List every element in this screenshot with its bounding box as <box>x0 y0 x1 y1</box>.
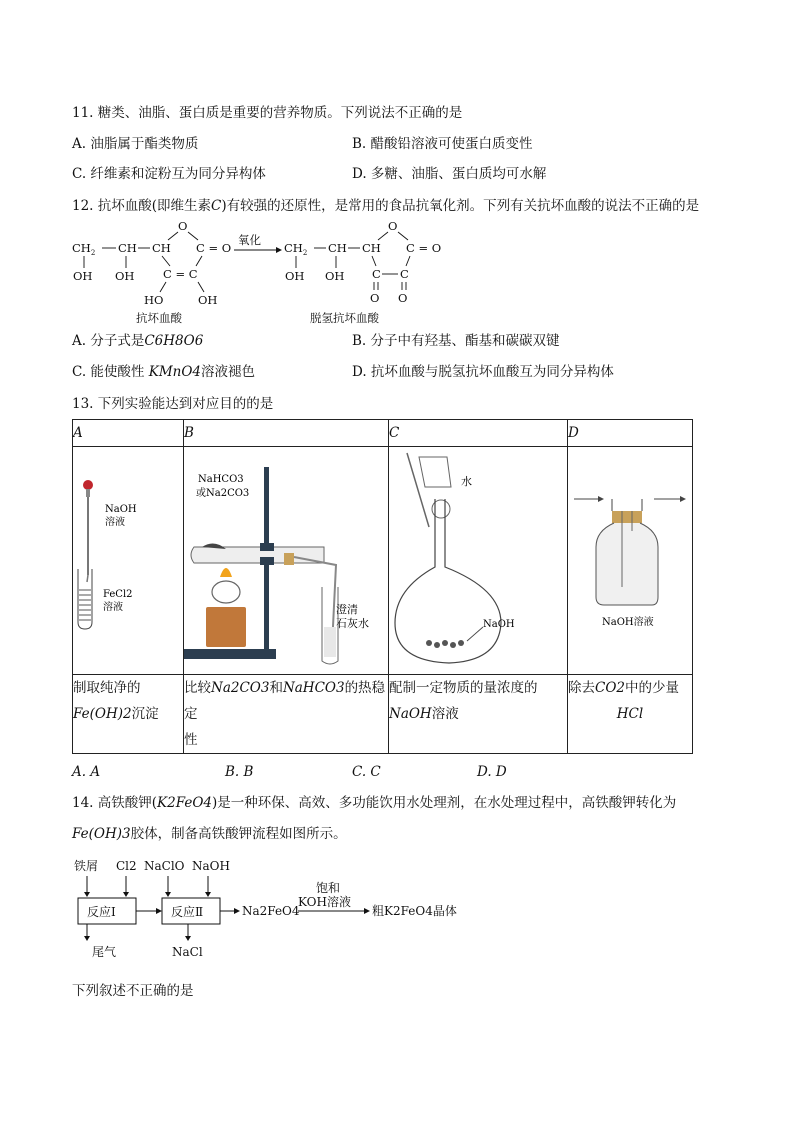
q13-caption-a: 制取纯净的 Fe(OH)2沉淀 <box>73 675 184 754</box>
q13-header-b: B <box>184 420 389 447</box>
svg-text:粗K2FeO4晶体: 粗K2FeO4晶体 <box>372 904 457 918</box>
svg-text:O: O <box>178 219 188 233</box>
q14-stem-line1: 14. 高铁酸钾(K2FeO4)是一种环保、高效、多功能饮用水处理剂，在水处理过程中，高铁酸钾转化为 <box>72 795 677 811</box>
q12-option-c[interactable]: C. 能使酸性 KMnO4溶液褪色 <box>72 364 255 380</box>
svg-text:氧化: 氧化 <box>238 233 261 247</box>
svg-text:Cl2: Cl2 <box>116 859 137 873</box>
q11-option-b[interactable]: B. 醋酸铅溶液可使蛋白质变性 <box>352 136 533 152</box>
svg-text:NaHCO3: NaHCO3 <box>198 474 244 485</box>
svg-text:CH: CH <box>118 241 137 255</box>
svg-text:CH: CH <box>152 241 171 255</box>
q13-caption-c: 配制一定物质的量浓度的 NaOH溶液 <box>389 675 568 754</box>
svg-text:抗坏血酸: 抗坏血酸 <box>136 311 182 325</box>
svg-text:O: O <box>398 291 408 305</box>
q11-option-a[interactable]: A. 油脂属于酯类物质 <box>72 136 199 152</box>
q13-option-c[interactable]: C. C <box>352 764 381 780</box>
q11-stem: 11. 糖类、油脂、蛋白质是重要的营养物质。下列说法不正确的是 <box>72 105 463 121</box>
svg-text:Na2FeO4: Na2FeO4 <box>242 904 300 918</box>
q13-header-d: D <box>568 420 693 447</box>
svg-text:或Na2CO3: 或Na2CO3 <box>196 488 250 499</box>
svg-text:C = C: C = C <box>163 267 198 281</box>
svg-text:O: O <box>370 291 380 305</box>
svg-text:C: C <box>372 267 381 281</box>
svg-text:NaOH: NaOH <box>483 619 515 630</box>
svg-text:KOH溶液: KOH溶液 <box>298 895 351 909</box>
svg-text:C = O: C = O <box>196 241 232 255</box>
svg-text:反应Ⅰ: 反应Ⅰ <box>87 905 116 919</box>
svg-text:NaOH: NaOH <box>192 859 230 873</box>
svg-text:NaCl: NaCl <box>172 945 203 959</box>
q12-stem: 12. 抗坏血酸(即维生素C)有较强的还原性，是常用的食品抗氧化剂。下列有关抗坏血酸的说法不正确的是 <box>72 198 700 214</box>
q13-table <box>72 419 693 754</box>
q13-figure-c <box>389 447 568 675</box>
q13-option-a[interactable]: A. A <box>72 764 101 780</box>
q14-tail: 下列叙述不正确的是 <box>72 983 194 999</box>
svg-text:OH: OH <box>325 269 345 283</box>
q13-caption-d: 除去CO2中的少量 HCl <box>568 675 693 754</box>
q12-option-d[interactable]: D. 抗坏血酸与脱氢抗坏血酸互为同分异构体 <box>352 364 614 380</box>
q13-figure-a <box>73 447 184 675</box>
svg-text:NaClO: NaClO <box>144 859 185 873</box>
svg-text:CH2: $CH_2$ <box>72 241 96 257</box>
svg-text:饱和: 饱和 <box>316 881 341 895</box>
svg-text:尾气: 尾气 <box>92 945 117 959</box>
svg-text:C = O: C = O <box>406 241 442 255</box>
q14-flowchart <box>72 856 472 966</box>
q14-stem-line2: Fe(OH)3胶体，制备高铁酸钾流程如图所示。 <box>72 826 347 842</box>
q13-figure-b <box>184 447 389 675</box>
q13-header-a: A <box>73 420 184 447</box>
svg-text:OH: OH <box>198 293 218 307</box>
svg-text:FeCl2: FeCl2 <box>103 589 133 600</box>
q12-option-b[interactable]: B. 分子中有羟基、酯基和碳碳双键 <box>352 333 560 349</box>
q13-header-c: C <box>389 420 568 447</box>
svg-text:CH2: $CH_2$ <box>284 241 308 257</box>
svg-text:脱氢抗坏血酸: 脱氢抗坏血酸 <box>310 311 379 325</box>
svg-text:OH: OH <box>73 269 93 283</box>
svg-text:OH: OH <box>285 269 305 283</box>
svg-text:水: 水 <box>461 475 472 488</box>
svg-text:OH: OH <box>115 269 135 283</box>
svg-text:O: O <box>388 219 398 233</box>
q13-caption-b: 比较Na2CO3和NaHCO3的热稳定 性 <box>184 675 389 754</box>
svg-text:澄清: 澄清 <box>336 603 358 616</box>
svg-text:HO: HO <box>144 293 164 307</box>
svg-text:反应Ⅱ: 反应Ⅱ <box>171 905 204 919</box>
q12-structures <box>70 218 450 326</box>
svg-text:CH: CH <box>362 241 381 255</box>
svg-text:NaOH溶液: NaOH溶液 <box>602 617 654 628</box>
svg-text:铁屑: 铁屑 <box>74 859 99 873</box>
q13-option-b[interactable]: B. B <box>225 764 254 780</box>
q11-option-d[interactable]: D. 多糖、油脂、蛋白质均可水解 <box>352 166 547 182</box>
svg-text:NaOH: NaOH <box>105 504 137 515</box>
q13-option-d[interactable]: D. D <box>477 764 507 780</box>
q13-stem: 13. 下列实验能达到对应目的的是 <box>72 396 274 412</box>
svg-text:C: C <box>400 267 409 281</box>
q13-figure-d <box>568 447 693 675</box>
svg-text:溶液: 溶液 <box>103 602 123 613</box>
q12-option-a[interactable]: A. 分子式是C6H8O6 <box>72 333 204 349</box>
svg-text:溶液: 溶液 <box>105 517 125 528</box>
q11-option-c[interactable]: C. 纤维素和淀粉互为同分异构体 <box>72 166 266 182</box>
svg-text:石灰水: 石灰水 <box>336 617 369 630</box>
svg-text:CH: CH <box>328 241 347 255</box>
